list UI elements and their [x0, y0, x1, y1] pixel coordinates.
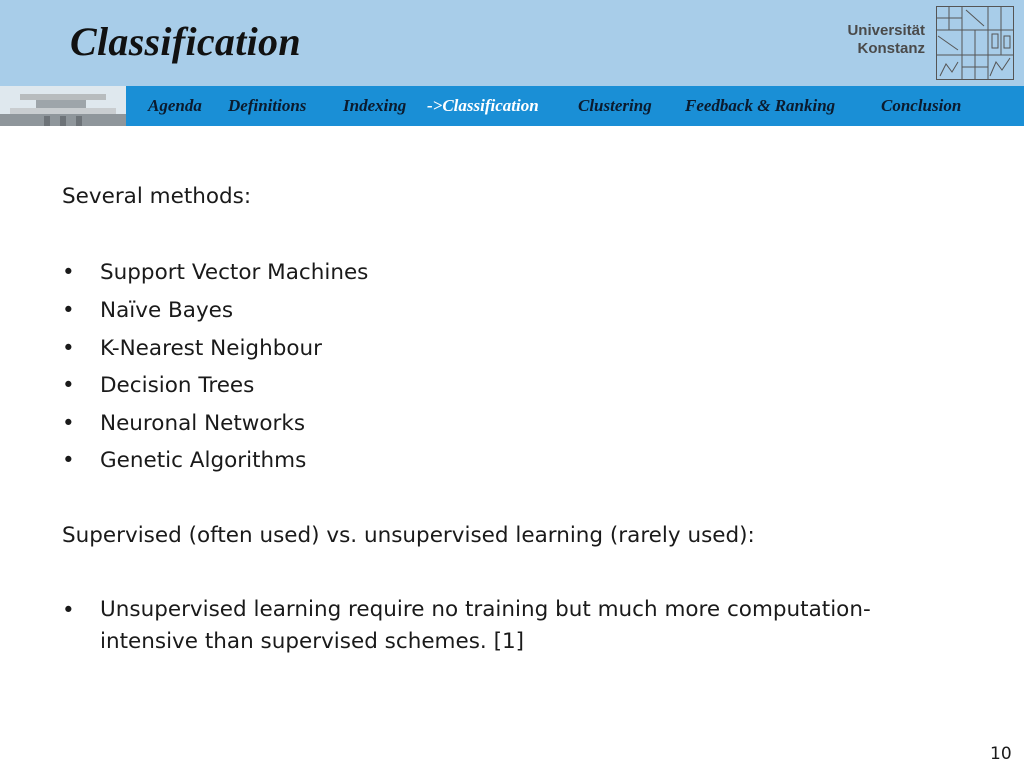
- nav-item-clustering[interactable]: Clustering: [578, 96, 652, 115]
- nav-item-agenda[interactable]: Agenda: [148, 96, 202, 115]
- building-photo: [0, 86, 126, 126]
- bullet-icon: •: [62, 373, 75, 398]
- method-label: Genetic Algorithms: [100, 448, 307, 473]
- bullet-icon: •: [62, 448, 75, 473]
- bullet-icon: •: [62, 298, 75, 323]
- nav-item-conclusion[interactable]: Conclusion: [881, 96, 962, 115]
- method-label: K-Nearest Neighbour: [100, 336, 322, 361]
- nav-item-classification[interactable]: ->Classification: [427, 96, 539, 115]
- university-logo-icon: [936, 6, 1014, 80]
- university-name: [847, 22, 925, 58]
- bullet-icon: •: [62, 260, 75, 285]
- bullet-icon: •: [62, 336, 75, 361]
- bullet-icon: •: [62, 598, 75, 623]
- slide-title: Classification: [70, 19, 301, 64]
- university-name-line1: Universität: [847, 22, 925, 39]
- supervised-heading: Supervised (often used) vs. unsupervised learning (rarely used):: [62, 523, 755, 548]
- method-label: Support Vector Machines: [100, 260, 369, 285]
- method-label: Naïve Bayes: [100, 298, 234, 323]
- note-text: Unsupervised learning require no training but much more computation-intensive than supervised schemes. [1]: [100, 597, 871, 654]
- nav-item-indexing[interactable]: Indexing: [343, 96, 407, 115]
- intro-text: Several methods:: [62, 184, 252, 209]
- section-nav-bar: [0, 86, 1024, 126]
- bullet-icon: •: [62, 411, 75, 436]
- method-label: Neuronal Networks: [100, 411, 306, 436]
- slide-header: [0, 0, 1024, 87]
- university-name-line2: Konstanz: [857, 40, 925, 57]
- nav-item-definitions[interactable]: Definitions: [228, 96, 307, 115]
- nav-item-feedback-ranking[interactable]: Feedback & Ranking: [685, 96, 836, 115]
- page-number: 10: [990, 744, 1012, 764]
- method-label: Decision Trees: [100, 373, 255, 398]
